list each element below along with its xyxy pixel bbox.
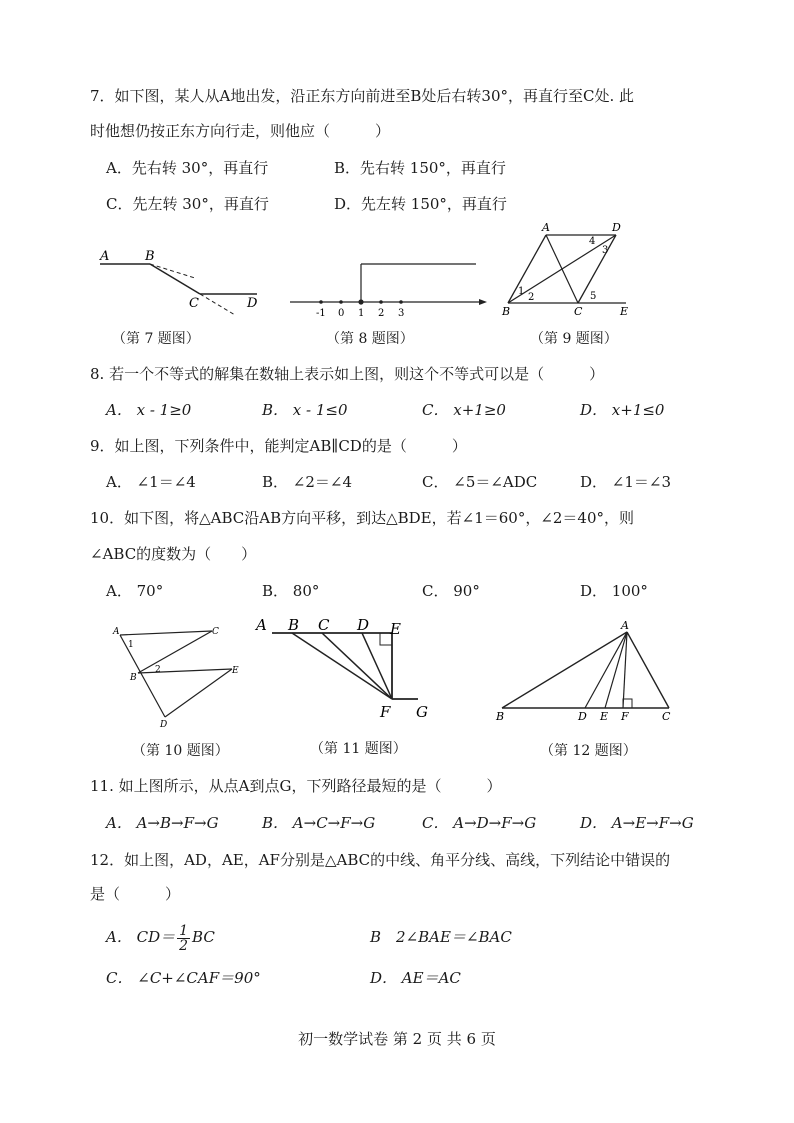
q11-option-a: A． A→B→F→G: [106, 814, 219, 832]
q7-option-a: A．先右转 30°，再直行: [106, 159, 269, 177]
fig9-angle-2: 2: [528, 292, 535, 303]
fig10-label-b: B: [130, 673, 137, 683]
q7-line2: 时他想仍按正东方向行走，则他应（ ）: [90, 122, 391, 140]
fig9-angle-4: 4: [589, 236, 596, 247]
q12-option-b: B 2∠BAE＝∠BAC: [370, 928, 512, 946]
fig10-label-c: C: [212, 627, 219, 637]
figure-7: [95, 245, 275, 325]
figure-10: [110, 622, 250, 732]
fig7-caption: （第 7 题图）: [112, 331, 200, 347]
q12-option-a: [106, 920, 215, 954]
fig9-label-a: A: [542, 221, 550, 234]
q9-option-d: D． ∠1＝∠3: [580, 473, 672, 491]
fig10-angle-1: 1: [128, 640, 134, 650]
fig12-label-a: A: [621, 619, 629, 632]
q10-line2: ∠ABC的度数为（ ）: [90, 545, 257, 563]
q10-line1: 10．如下图，将△ABC沿AB方向平移，到达△BDE，若∠1＝60°，∠2＝40°，则: [90, 509, 635, 527]
fig8-tick-0: 0: [338, 308, 345, 319]
q8-option-d: D． x+1≤0: [580, 401, 665, 419]
fig9-angle-1: 1: [518, 286, 525, 297]
fig9-caption: （第 9 题图）: [530, 331, 618, 347]
fig10-label-a: A: [113, 627, 120, 637]
q8-option-a: A． x - 1≥0: [106, 401, 192, 419]
fig8-tick-3: 3: [398, 308, 405, 319]
q10-option-a: A． 70°: [106, 582, 164, 600]
fig10-angle-2: 2: [155, 665, 161, 675]
fig7-label-c: C: [189, 296, 199, 311]
q9-option-b: B． ∠2＝∠4: [262, 473, 353, 491]
figure-12: [492, 620, 682, 730]
q7-line1: 7．如下图，某人从A地出发，沿正东方向前进至B处后右转30°，再直行至C处. 此: [90, 87, 635, 105]
q11-option-d: D． A→E→F→G: [580, 814, 694, 832]
fig10-label-d: D: [160, 720, 168, 730]
fig12-label-b: B: [496, 710, 505, 723]
q12-option-c: C． ∠C+∠CAF＝90°: [106, 969, 261, 987]
q9-option-c: C． ∠5＝∠ADC: [422, 473, 538, 491]
q12-option-a-suffix: BC: [192, 928, 215, 946]
q10-option-b: B． 80°: [262, 582, 320, 600]
fig10-label-e: E: [232, 666, 239, 676]
fig9-label-c: C: [574, 305, 583, 318]
fig11-caption: （第 11 题图）: [310, 741, 407, 757]
fig9-label-d: D: [612, 221, 621, 234]
q12-option-a-prefix: A． CD＝: [106, 928, 176, 946]
fig12-caption: （第 12 题图）: [540, 743, 637, 759]
fig12-label-c: C: [662, 710, 671, 723]
fig11-label-f: F: [380, 703, 391, 721]
q12-line2: 是（ ）: [90, 885, 181, 903]
fraction-numerator: 1: [179, 922, 189, 939]
fig7-label-b: B: [145, 249, 155, 264]
q8-option-c: C． x+1≥0: [422, 401, 506, 419]
q12-line1: 12．如上图，AD，AE，AF分别是△ABC的中线、角平分线、高线，下列结论中错误的: [90, 851, 671, 869]
q11-option-b: B． A→C→F→G: [262, 814, 376, 832]
q9-line1: 9．如上图，下列条件中，能判定AB∥CD的是（ ）: [90, 437, 467, 455]
fig8-tick-2: 2: [378, 308, 385, 319]
q12-option-d: D． AE＝AC: [370, 969, 461, 987]
q7-option-d: D．先左转 150°，再直行: [334, 195, 507, 213]
fig11-label-d: D: [357, 616, 370, 634]
fig11-label-c: C: [318, 616, 330, 634]
figure-11: [252, 613, 442, 723]
fig8-caption: （第 8 题图）: [326, 331, 414, 347]
fig7-label-d: D: [247, 296, 258, 311]
fig10-caption: （第 10 题图）: [132, 743, 229, 759]
fig9-angle-5: 5: [590, 291, 597, 302]
fraction-one-half: [177, 924, 190, 953]
q8-option-b: B． x - 1≤0: [262, 401, 348, 419]
fig8-tick-neg1: -1: [316, 308, 326, 319]
fig12-label-e: E: [600, 710, 609, 723]
fig7-label-a: A: [100, 249, 110, 264]
fig8-tick-1: 1: [358, 308, 365, 319]
fraction-denominator: 2: [179, 937, 189, 954]
fig12-label-d: D: [578, 710, 587, 723]
fig11-label-b: B: [288, 616, 300, 634]
q7-option-b: B．先右转 150°，再直行: [334, 159, 506, 177]
q10-option-c: C． 90°: [422, 582, 480, 600]
fig12-label-f: F: [621, 710, 629, 723]
q11-option-c: C． A→D→F→G: [422, 814, 537, 832]
fig9-label-b: B: [502, 305, 511, 318]
fig11-label-e: E: [390, 620, 401, 638]
q9-option-a: A． ∠1＝∠4: [106, 473, 196, 491]
q8-line1: 8. 若一个不等式的解集在数轴上表示如上图，则这个不等式可以是（ ）: [90, 365, 605, 383]
page-footer: 初一数学试卷 第 2 页 共 6 页: [298, 1030, 496, 1048]
fig11-label-g: G: [416, 703, 428, 721]
q10-option-d: D． 100°: [580, 582, 648, 600]
q7-option-c: C．先左转 30°，再直行: [106, 195, 269, 213]
fig9-angle-3: 3: [602, 245, 609, 256]
figure-9: [498, 220, 638, 320]
fig11-label-a: A: [256, 616, 267, 634]
figure-8: [288, 255, 493, 325]
fig9-label-e: E: [620, 305, 629, 318]
q11-line1: 11. 如上图所示，从点A到点G，下列路径最短的是（ ）: [90, 777, 502, 795]
